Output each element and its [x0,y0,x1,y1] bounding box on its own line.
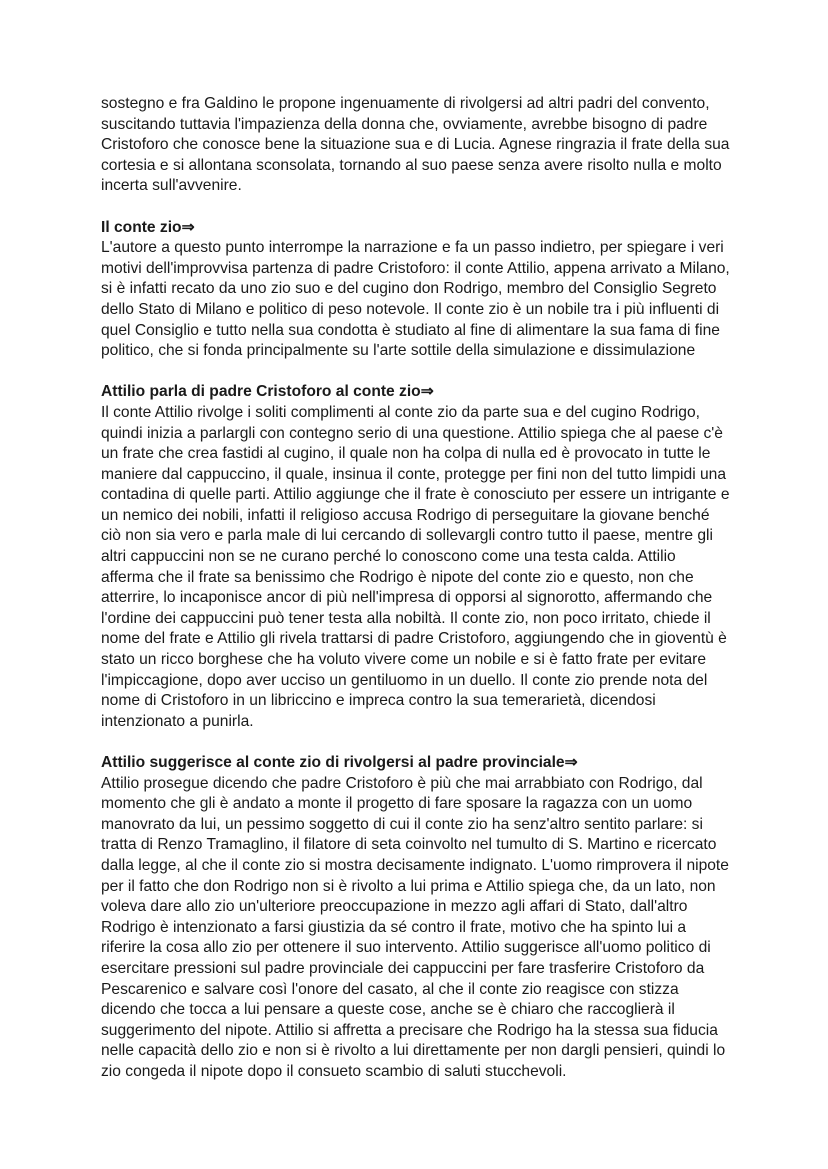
section-paragraph: L'autore a questo punto interrompe la narrazione e fa un passo indietro, per spiegare i veri motivi dell'improvvisa partenza di padre Cristoforo: il conte Attilio, appena arrivato a Milano, si è infatti recato da uno zio suo e del cugino don Rodrigo, membro del Consiglio Segreto dello Stato di Milano e politico di peso notevole. Il conte zio è un nobile tra i più influenti di quel Consiglio e tutto nella sua condotta è studiato al fine di alimentare la sua fama di fine politico, che si fonda principalmente su l'arte sottile della simulazione e dissimulazione [101,239,730,360]
section-heading: Attilio suggerisce al conte zio di rivolgersi al padre provinciale⇒ [101,754,578,771]
section-attilio-parla [101,382,731,732]
document-page [101,94,731,1083]
section-heading: Il conte zio⇒ [101,218,195,236]
section-conte-zio [101,218,731,362]
section-heading: Attilio parla di padre Cristoforo al conte zio⇒ [101,383,434,401]
intro-paragraph: sostegno e fra Galdino le propone ingenuamente di rivolgersi ad altri padri del convento, suscitando tuttavia l'impazienza della donna che, ovviamente, avrebbe bisogno di padre Cristoforo che conosce bene la situazione sua e di Lucia. Agnese ringrazia il frate della sua cortesia e si allontana sconsolata, tornando al suo paese senza avere risolto nulla e molto incerta sull'avvenire. [101,95,730,195]
section-paragraph: Il conte Attilio rivolge i soliti complimenti al conte zio da parte sua e del cugino Rodrigo, quindi inizia a parlargli con contegno serio di una questione. Attilio spiega che al paese c'è un frate che crea fastidi al cugino, il quale non ha colpa di nulla ed è provocato in tutte le maniere dal cappuccino, il quale, insinua il conte, protegge per fini non del tutto limpidi una contadina di quelle parti. Attilio aggiunge che il frate è conosciuto per essere un intrigante e un nemico dei nobili, infatti il religioso accusa Rodrigo di perseguitare la giovane benché ciò non sia vero e parla male di lui cercando di sollevargli contro tutto il paese, mentre gli altri cappuccini non se ne curano perché lo conoscono come una testa calda. Attilio afferma che il frate sa benissimo che Rodrigo è nipote del conte zio e questo, non che atterrire, lo incaponisce ancor di più nell'impresa di opporsi al signorotto, affermando che l'ordine dei cappuccini può tener testa alla nobiltà. Il conte zio, non poco irritato, chiede il nome del frate e Attilio gli rivela trattarsi di padre Cristoforo, aggiungendo che in gioventù è stato un ricco borghese che ha voluto vivere come un nobile e si è fatto frate per evitare l'impiccagione, dopo aver ucciso un gentiluomo in un duello. Il conte zio prende nota del nome di Cristoforo in un libriccino e impreca contro la sua temerarietà, dicendosi intenzionato a punirla. [101,403,730,730]
section-paragraph: Attilio prosegue dicendo che padre Cristoforo è più che mai arrabbiato con Rodrigo, dal momento che gli è andato a monte il progetto di fare sposare la ragazza con un uomo manovrato da lui, un pessimo soggetto di cui il conte zio ha senz'altro sentito parlare: si tratta di Renzo Tramaglino, il filatore di seta coinvolto nel tumulto di S. Martino e ricercato dalla legge, al che il conte zio si mostra decisamente indignato. L'uomo rimprovera il nipote per il fatto che don Rodrigo non si è rivolto a lui prima e Attilio spiega che, da un lato, non voleva dare allo zio un'ulteriore preoccupazione in mezzo agli affari di Stato, dall'altro Rodrigo è intenzionato a farsi giustizia da sé contro il frate, motivo che ha spinto lui a riferire la cosa allo zio per ottenere il suo intervento. Attilio suggerisce all'uomo politico di esercitare pressioni sul padre provinciale dei cappuccini per fare trasferire Cristoforo da Pescarenico e salvare così l'onore del casato, al che il conte zio reagisce con stizza dicendo che tocca a lui pensare a queste cose, anche se è chiaro che raccoglierà il suggerimento del nipote. Attilio si affretta a precisare che Rodrigo ha la stessa sua fiducia nelle capacità dello zio e non si è rivolto a lui direttamente per non dargli pensieri, quindi lo zio congeda il nipote dopo il consueto scambio di saluti stucchevoli. [101,774,729,1080]
section-attilio-suggerisce [101,753,731,1083]
